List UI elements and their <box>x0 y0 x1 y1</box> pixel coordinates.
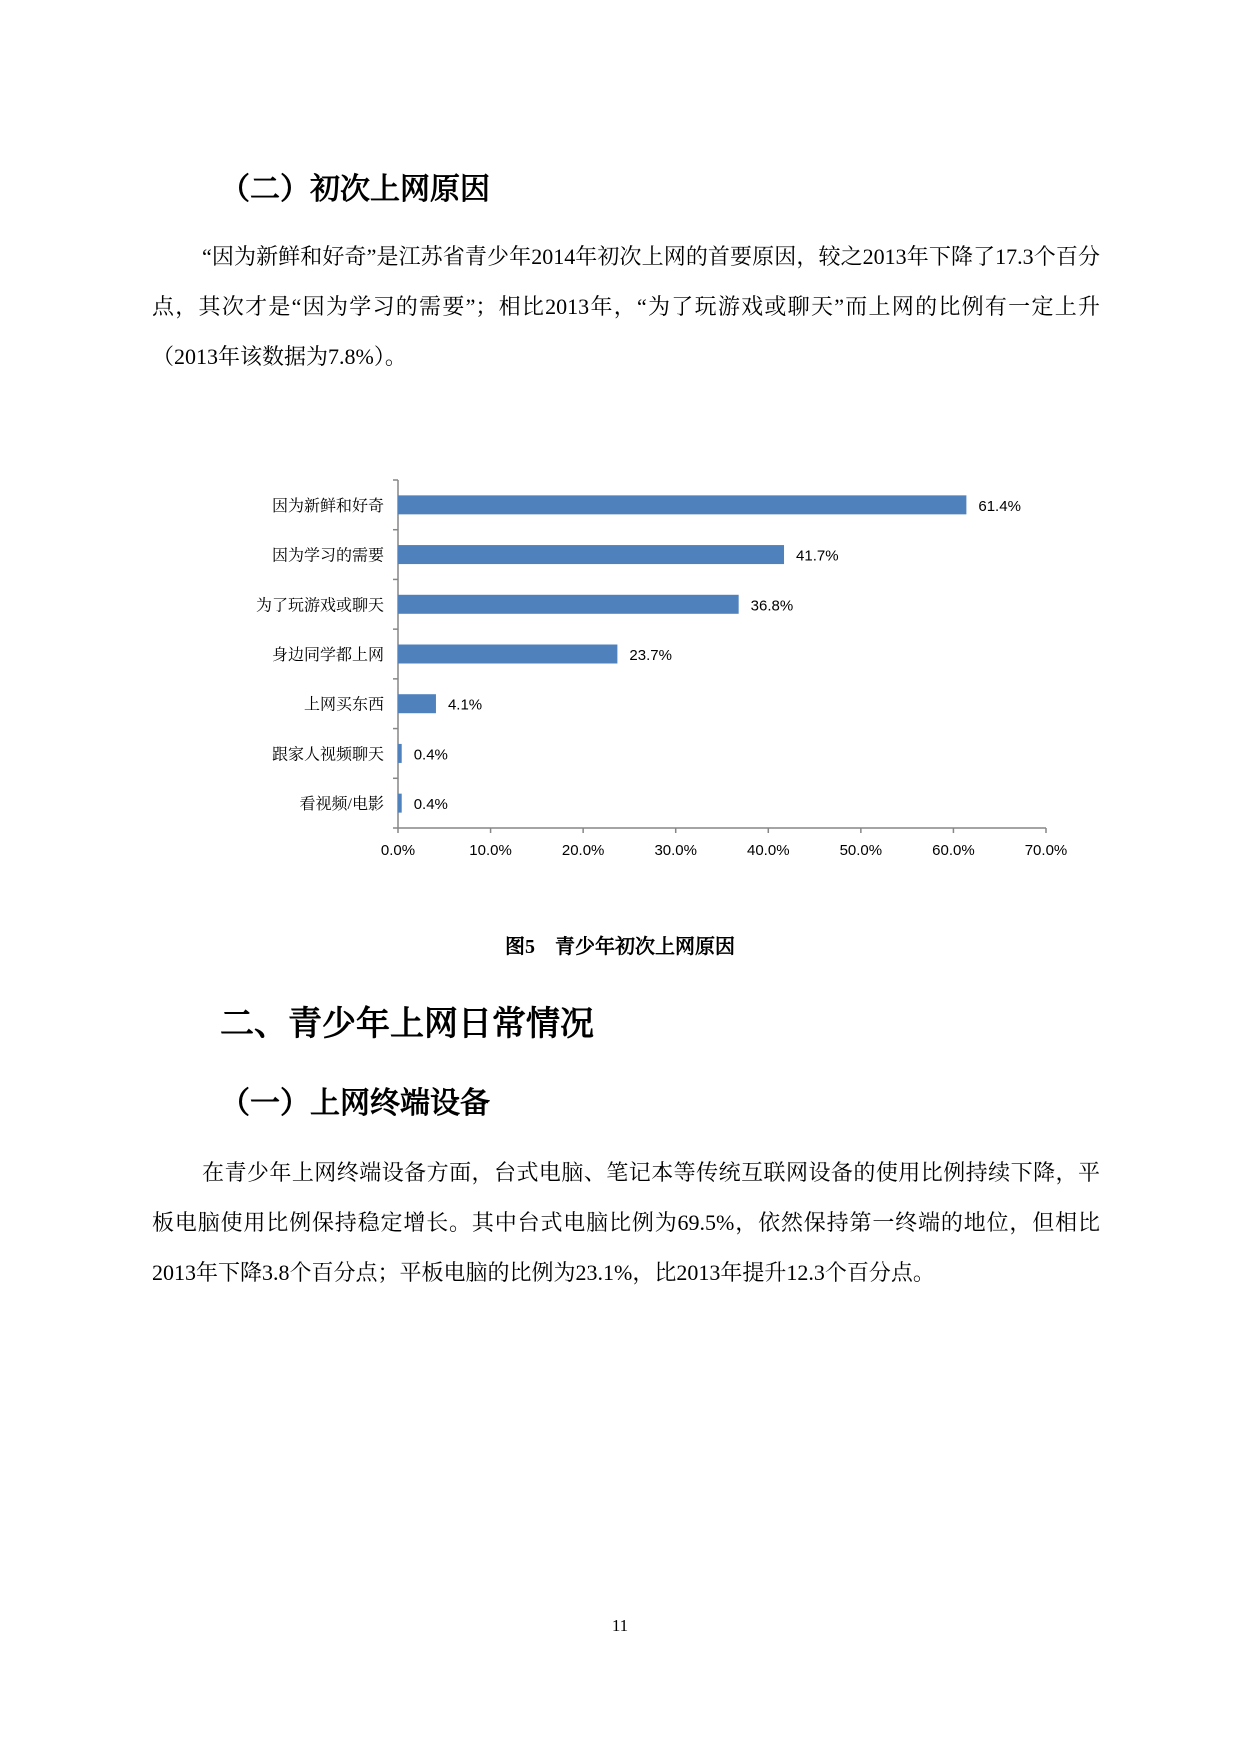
x-tick-label: 10.0% <box>469 842 512 859</box>
category-label: 因为新鲜和好奇 <box>271 497 384 515</box>
data-label: 0.4% <box>413 746 448 764</box>
x-tick-label: 30.0% <box>654 842 697 859</box>
data-label: 61.4% <box>978 497 1021 515</box>
x-tick-label: 60.0% <box>932 842 975 859</box>
data-label: 23.7% <box>629 647 672 664</box>
category-label: 上网买东西 <box>303 696 384 714</box>
data-label: 4.1% <box>447 696 483 714</box>
x-tick-label: 40.0% <box>747 842 790 859</box>
chapter-heading: 二、青少年上网日常情况 <box>220 1006 594 1043</box>
bar-chart-first-access-reasons <box>0 460 1240 860</box>
bar <box>398 794 402 813</box>
data-label: 36.8% <box>750 597 794 615</box>
category-label: 看视频/电影 <box>299 796 384 814</box>
bar <box>398 495 966 514</box>
figure-caption: 图5 青少年初次上网原因 <box>505 936 735 958</box>
section-heading: （二）初次上网原因 <box>220 173 490 206</box>
x-tick-label: 20.0% <box>561 842 605 859</box>
bar <box>398 595 739 614</box>
bar <box>398 545 784 564</box>
x-tick-label: 0.0% <box>380 842 416 859</box>
bar <box>398 744 402 763</box>
category-label: 身边同学都上网 <box>271 647 384 664</box>
category-label: 为了玩游戏或聊天 <box>255 597 384 615</box>
page-number: 11 <box>611 1616 629 1635</box>
bar <box>398 694 436 713</box>
bar <box>398 645 617 664</box>
paragraph-devices: 在青少年上网终端设备方面，台式电脑、笔记本等传统互联网设备的使用比例持续下降，平板电脑使用比例保持稳定增长。其中台式电脑比例为69.5%，依然保持第一终端的地位，但相比2013年下降3.8个百分点；平板电脑的比例为23.1%，比2013年提升12.3个百分点。 <box>152 1160 1100 1285</box>
data-label: 0.4% <box>413 796 448 814</box>
data-label: 41.7% <box>796 547 839 565</box>
x-tick-label: 50.0% <box>839 842 883 859</box>
subsection-heading: （一）上网终端设备 <box>220 1087 490 1120</box>
x-tick-label: 70.0% <box>1024 842 1068 859</box>
paragraph-first-access-reasons: “因为新鲜和好奇”是江苏省青少年2014年初次上网的首要原因，较之2013年下降了17.3个百分点，其次才是“因为学习的需要”；相比2013年，“为了玩游戏或聊天”而上网的比例有一定上升（2013年该数据为7.8%）。 <box>152 244 1100 369</box>
category-label: 因为学习的需要 <box>271 547 384 565</box>
category-label: 跟家人视频聊天 <box>271 746 384 764</box>
